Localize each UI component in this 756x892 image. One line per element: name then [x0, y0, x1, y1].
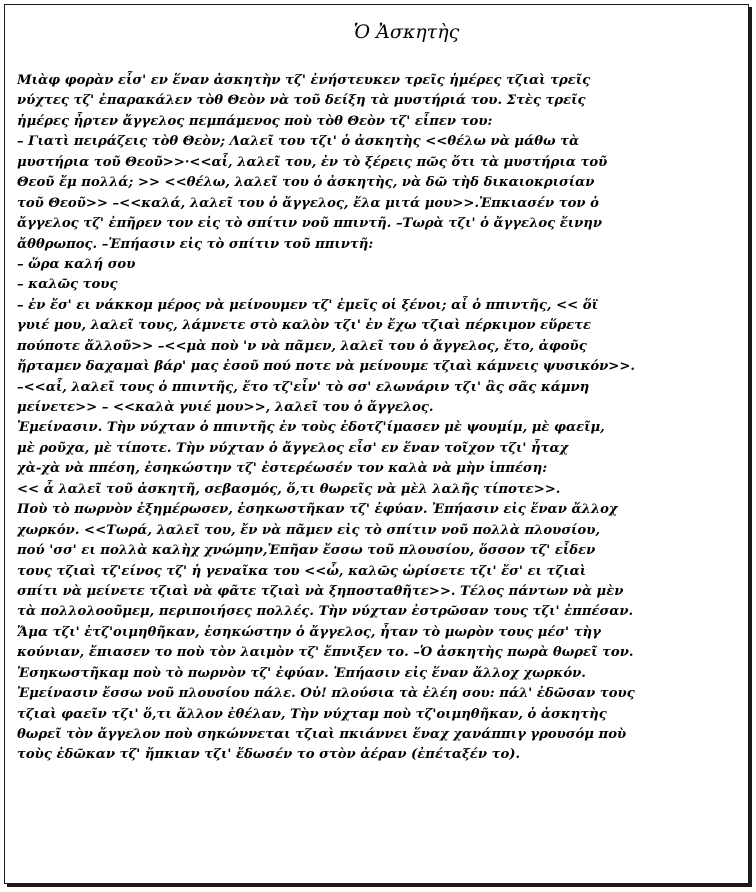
text-line: θωρεῖ τὸν ἄγγελον ποὺ σηκώννεται τζιαὶ πκιάννει ἕναχ χανάππιγ γρουσόμ ποὺ: [17, 727, 627, 742]
document-body: [17, 71, 742, 766]
text-line: – Γιατὶ πειράζεις τὸθ Θεὸν; Λαλεῖ του τζι' ὁ ἀσκητὴς <<θέλω νὰ μάθω τὰ: [17, 134, 580, 150]
text-line: – ὥρα καλή σου: [17, 256, 136, 272]
text-line: ἄγγελος τζ' ἐπῆρεν τον εἰς τὸ σπίτιν νοῦ ππιντῆ. –Τωρὰ τζι' ὁ ἄγγελος ἔινην: [17, 216, 603, 232]
text-line: πούποτε ἄλλοῦ>> –<<μὰ ποὺ 'ν νὰ πᾶμεν, λαλεῖ του ὁ ἄγγελος, ἔτο, ἀφοῦς: [17, 338, 587, 354]
text-line: τζιαὶ φαεῖν τζι' ὅ,τι ἄλλον ἐθέλαν, Τὴν νύχταμ ποὺ τζ'οιμηθῆκαν, ὁ ἀσκητὴς: [17, 706, 607, 722]
text-line: ἡμέρες ἦρτεν ἄγγελος πεμπάμενος ποὺ τὸθ Θεὸν τζ' εἶπεν του:: [17, 113, 493, 129]
text-line: τοῦ Θεοῦ>> –<<καλά, λαλεῖ του ὁ ἄγγελος, ἔλα μιτά μου>>.Ἐπκιασέν τον ὁ: [17, 195, 599, 211]
text-line: μυστήρια τοῦ Θεοῦ>>·<<αἶ, λαλεῖ του, ἐν τὸ ξέρεις πῶς ὅτι τὰ μυστήρια τοῦ: [17, 154, 608, 170]
text-line: –<<αἶ, λαλεῖ τους ὁ ππιντῆς, ἔτο τζ'εἶν' τὸ σσ' ελωνάριν τζι' ἂς σᾶς κάμνη: [17, 379, 590, 395]
document-title: Ὁ Ἀσκητὴς: [353, 21, 460, 43]
text-line: μὲ ροῦχα, μὲ τίποτε. Τὴν νύχταν ὁ ἄγγελος εἶσ' εν ἕναν τοῖχον τζι' ἦταχ: [17, 440, 569, 456]
text-line: τὰ πολλολοοῦμεμ, περιποιήσες πολλές. Τὴν νύχταν ἐστρῶσαν τους τζι' ἐππέσαν.: [17, 604, 634, 620]
text-line: χὰ-χὰ νὰ ππέση, ἐσηκώστην τζ' ἐστερέωσέν τον καλὰ νὰ μὴν ἱππέση:: [17, 461, 548, 477]
text-line: Ποὺ τὸ πωρνὸν ἐξημέρωσεν, ἐσηκωστῆκαν τζ' ἐφύαν. Ἐπήασιν εἰς ἕναν ἄλλοχ: [17, 502, 618, 518]
text-line: πού 'σσ' ει πολλὰ καλὴχ χνώμην,Ἐπῆαν ἔσσω τοῦ πλουσίου, ὅσσον τζ' εἶδεν: [17, 543, 596, 559]
text-line: ἄθθρωπος. –Ἐπήασιν εἰς τὸ σπίτιν τοῦ ππιντῆ:: [17, 236, 374, 252]
text-line: Ἐσηκωστῆκαμ ποὺ τὸ πωρνὸν τζ' ἐφύαν. Ἐπήασιν εἰς ἕναν ἄλλοχ χωρκόν.: [17, 665, 586, 681]
text-line: << ἆ λαλεῖ τοῦ ἀσκητῆ, σεβασμός, ὅ,τι θωρεῖς νὰ μὲλ λαλῆς τίποτε>>.: [17, 481, 561, 497]
text-line: – ἐν ἔσ' ει νάκκομ μέρος νὰ μείνουμεν τζ' ἐμεῖς οἱ ξένοι; αἶ ὁ ππιντῆς, << ὅϊ: [17, 297, 598, 313]
document-page: [4, 4, 749, 884]
text-line: σπίτι νὰ μείνετε τζιαὶ νὰ φᾶτε τζιαὶ νὰ ξηποσταθῆτε>>. Τέλος πάντων νὰ μὲν: [17, 583, 624, 599]
text-line: Μιὰφ φορὰν εἶσ' εν ἕναν ἀσκητὴν τζ' ἐνήστευκεν τρεῖς ἡμέρες τζιαὶ τρεῖς: [17, 73, 591, 88]
text-line: Θεοῦ ἔμ πολλά; >> <<θέλω, λαλεῖ του ὁ ἀσκητὴς, νὰ δῶ τὴδ δικαιοκρισίαν: [17, 175, 595, 191]
text-line: χωρκόν. <<Τωρά, λαλεῖ του, ἔν νὰ πᾶμεν εἰς τὸ σπίτιν νοῦ πολλὰ πλουσίου,: [17, 522, 600, 538]
text-line: τους τζιαὶ τζ'είνος τζ' ἡ γεναῖκα του <<ὦ, καλῶς ὡρίσετε τζι' ἔσ' ει τζιαὶ: [17, 563, 587, 579]
text-line: τοὺς ἐδῶκαν τζ' ἤπκιαν τζι' ἔδωσέν το στὸν ἀέραν (ἐπέταξέν το).: [17, 747, 521, 763]
text-line: ἤρταμεν δαχαμαὶ βάρ' μας ἐσοῦ πού ποτε νὰ μείνουμε τζιαὶ κάμνεις ψυσικόν>>.: [17, 359, 635, 375]
text-line: μείνετε>> – <<καλὰ γυιέ μου>>, λαλεῖ του ὁ ἄγγελος.: [17, 400, 434, 415]
text-line: Ἐμείνασιν ἔσσω νοῦ πλουσίου πάλε. Οὐ! πλούσια τὰ ἐλέη σου: πάλ' ἐδῶσαν τους: [17, 686, 635, 702]
text-line: κούνιαν, ἔπιασεν το ποὺ τὸν λαιμὸν τζ' ἔπνιξεν το. –Ὁ ἀσκητὴς πωρὰ θωρεῖ τον.: [17, 645, 634, 661]
text-line: γυιέ μου, λαλεῖ τους, λάμνετε στὸ καλὸν τζι' ἐν ἔχω τζιαὶ πέρκιμον εὕρετε: [17, 318, 591, 334]
text-line: νύχτες τζ' ἐπαρακάλεν τὸθ Θεὸν νὰ τοῦ δείξη τὰ μυστήριά του. Στὲς τρεῖς: [17, 93, 586, 109]
text-line: Ἅμα τζι' ἐτζ'οιμηθῆκαν, ἐσηκώστην ὁ ἄγγελος, ἦταν τὸ μωρὸν τους μέσ' τὴγ: [17, 624, 601, 640]
text-line: Ἐμείνασιν. Τὴν νύχταν ὁ ππιντῆς ἐν τοὺς ἐδοτζ'ίμασεν μὲ ψουμίμ, μὲ φαεῖμ,: [17, 420, 605, 436]
text-line: – καλῶς τους: [17, 277, 118, 293]
